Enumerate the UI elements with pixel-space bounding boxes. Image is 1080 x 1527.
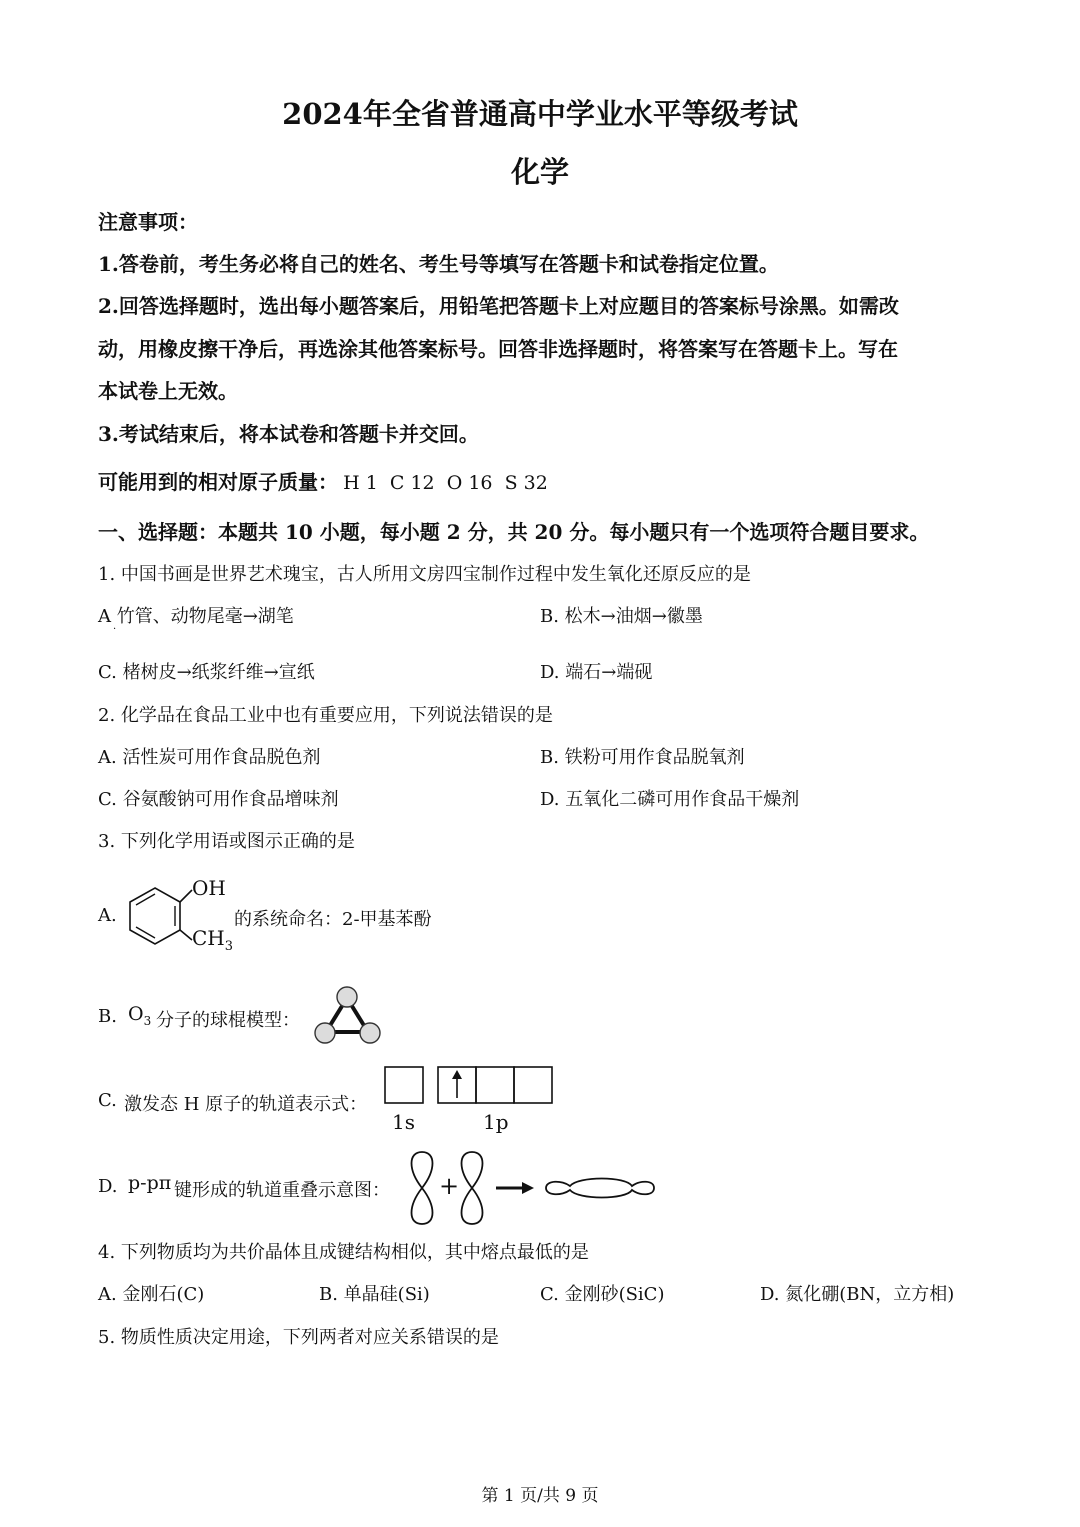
page-number-footer: 第 1 页/共 9 页 <box>481 1486 599 1506</box>
question-3-option-a-letter: A. <box>98 905 117 926</box>
question-1-option-b: B. 松木→油烟→徽墨 <box>540 606 703 627</box>
methyl-group-subscript: 3 <box>224 939 234 954</box>
orbital-label-1p: 1p <box>483 1110 509 1134</box>
question-3-option-c-text: 激发态 H 原子的轨道表示式： <box>124 1094 368 1115</box>
methyl-group-ch: CH <box>192 926 225 950</box>
methyl-group-label <box>192 926 233 954</box>
notice-heading: 注意事项： <box>98 210 198 234</box>
pp-pi-formula: p-pπ <box>128 1172 172 1194</box>
question-2-stem: 2. 化学品在食品工业中也有重要应用，下列说法错误的是 <box>98 705 553 726</box>
overlap-plus-sign: + <box>439 1172 460 1200</box>
question-2-option-a: A. 活性炭可用作食品脱色剂 <box>98 747 321 768</box>
question-4-option-a: A. 金刚石(C) <box>98 1284 205 1305</box>
question-2-option-c: C. 谷氨酸钠可用作食品增味剂 <box>98 789 339 810</box>
notice-item-3: 3.考试结束后，将本试卷和答题卡并交回。 <box>98 422 479 446</box>
notice-item-2-line-3: 本试卷上无效。 <box>98 379 238 403</box>
question-3-option-d-letter: D. <box>98 1176 118 1197</box>
exam-title: 2024年全省普通高中学业水平等级考试 <box>282 97 798 131</box>
question-1-stem: 1. 中国书画是世界艺术瑰宝，古人所用文房四宝制作过程中发生氧化还原反应的是 <box>98 564 751 585</box>
atomic-mass-label: 可能用到的相对原子质量： <box>98 470 338 494</box>
ozone-formula-subscript: 3 <box>143 1013 152 1028</box>
question-2-option-b: B. 铁粉可用作食品脱氧剂 <box>540 747 745 768</box>
question-1-option-d: D. 端石→端砚 <box>540 662 653 683</box>
section-heading: 一、选择题：本题共 10 小题，每小题 2 分，共 20 分。每小题只有一个选项符合题目要求。 <box>98 520 930 544</box>
ozone-formula-o: O <box>128 1003 144 1025</box>
ozone-formula <box>128 1003 151 1028</box>
notice-item-2-line-2: 动，用橡皮擦干净后，再选涂其他答案标号。回答非选择题时，将答案写在答题卡上。写在 <box>98 337 898 361</box>
question-1-option-c: C. 楮树皮→纸浆纤维→宣纸 <box>98 662 315 683</box>
stray-dot-mark: · <box>113 624 117 635</box>
question-4-option-d: D. 氮化硼(BN，立方相) <box>760 1284 955 1305</box>
notice-item-1: 1.答卷前，考生务必将自己的姓名、考生号等填写在答题卡和试卷指定位置。 <box>98 252 779 276</box>
question-4-option-c: C. 金刚砂(SiC) <box>540 1284 665 1305</box>
question-3-stem: 3. 下列化学用语或图示正确的是 <box>98 831 355 852</box>
atomic-mass-values: H 1 C 12 O 16 S 32 <box>343 472 548 494</box>
exam-subject: 化学 <box>510 155 569 189</box>
orbital-boxes-diagram-icon <box>382 1064 560 1108</box>
question-5-stem: 5. 物质性质决定用途，下列两者对应关系错误的是 <box>98 1327 499 1348</box>
question-1-option-a: A 竹管、动物尾毫→湖笔 <box>98 606 294 627</box>
question-4-option-b: B. 单晶硅(Si) <box>319 1284 430 1305</box>
question-3-option-d-text: 键形成的轨道重叠示意图： <box>174 1180 390 1201</box>
question-3-option-b-text: 分子的球棍模型： <box>156 1010 300 1031</box>
hydroxyl-group-label: OH <box>192 876 226 900</box>
question-3-option-b-letter: B. <box>98 1006 117 1027</box>
question-2-option-d: D. 五氧化二磷可用作食品干燥剂 <box>540 789 800 810</box>
ozone-ball-stick-model-icon <box>310 984 386 1050</box>
question-3-option-c-letter: C. <box>98 1090 117 1111</box>
question-4-stem: 4. 下列物质均为共价晶体且成键结构相似，其中熔点最低的是 <box>98 1242 589 1263</box>
atomic-mass-row <box>98 466 548 495</box>
question-3-option-a-text: 的系统命名：2-甲基苯酚 <box>234 909 432 930</box>
notice-item-2-line-1: 2.回答选择题时，选出每小题答案后，用铅笔把答题卡上对应题目的答案标号涂黑。如需改 <box>98 294 899 318</box>
orbital-label-1s: 1s <box>392 1110 415 1134</box>
